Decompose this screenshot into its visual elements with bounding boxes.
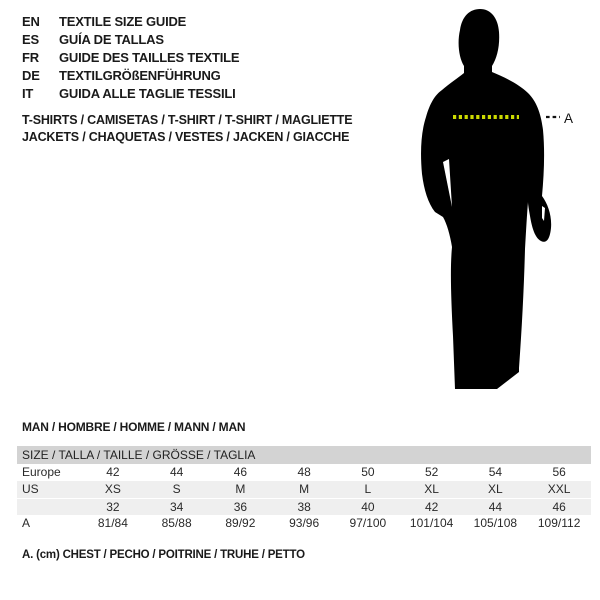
lang-row-fr — [22, 49, 239, 67]
lang-label: GUIDA ALLE TAGLIE TESSILI — [59, 86, 236, 101]
size-cell: 40 — [361, 500, 375, 514]
size-table — [17, 446, 591, 532]
size-cell: 56 — [552, 465, 566, 479]
row-label: US — [22, 482, 39, 496]
size-cell: 42 — [106, 465, 120, 479]
size-cell: 89/92 — [225, 516, 256, 530]
lang-label: GUIDE DES TAILLES TEXTILE — [59, 50, 240, 65]
row-label — [17, 499, 81, 516]
measure-label-a: A — [564, 111, 574, 126]
size-cell: 42 — [424, 500, 439, 514]
product-line-jackets: JACKETS / CHAQUETAS / VESTES / JACKEN / GIACCHE — [22, 129, 350, 144]
table-row-europe — [17, 464, 591, 481]
size-cell: 34 — [169, 500, 184, 514]
size-cell: 46 — [233, 465, 248, 479]
product-types — [22, 112, 352, 145]
size-cell: 97/100 — [349, 516, 387, 530]
language-list — [22, 13, 239, 103]
lang-code: ES — [22, 32, 39, 47]
size-cell: M — [299, 482, 310, 496]
size-cell: XS — [104, 482, 121, 496]
size-cell: 93/96 — [289, 516, 320, 530]
size-cell: 44 — [169, 465, 184, 479]
size-cell: XL — [488, 482, 503, 496]
size-cell: 52 — [424, 465, 439, 479]
man-measurement-figure — [400, 5, 590, 400]
lang-row-it — [22, 85, 239, 103]
size-cell: XXL — [547, 482, 571, 496]
size-cell: 36 — [233, 500, 248, 514]
size-cell: 81/84 — [97, 516, 128, 530]
lang-label: TEXTILGRÖßENFÜHRUNG — [59, 68, 221, 83]
size-cell: M — [235, 482, 246, 496]
size-cell: 48 — [297, 465, 311, 479]
measurement-footnote: A. (cm) CHEST / PECHO / POITRINE / TRUHE / PETTO — [22, 549, 305, 561]
size-cell: 44 — [488, 500, 503, 514]
size-cell: 54 — [488, 465, 503, 479]
lang-code: FR — [22, 50, 39, 65]
size-cell: L — [364, 482, 372, 496]
row-label: Europe — [22, 465, 61, 479]
size-table-header: SIZE / TALLA / TAILLE / GRÖSSE / TAGLIA — [17, 446, 591, 464]
table-row-us-numeric — [17, 498, 591, 515]
section-heading-man: MAN / HOMBRE / HOMME / MANN / MAN — [22, 420, 246, 434]
size-cell: 85/88 — [161, 516, 192, 530]
size-cell: 105/108 — [473, 516, 518, 530]
lang-label: TEXTILE SIZE GUIDE — [59, 14, 187, 29]
size-cell: S — [172, 482, 181, 496]
lang-row-de — [22, 67, 239, 85]
size-cell: 50 — [361, 465, 375, 479]
size-cell: 32 — [106, 500, 120, 514]
lang-code: IT — [22, 86, 34, 101]
size-cell: XL — [424, 482, 439, 496]
size-cell: 101/104 — [409, 516, 454, 530]
row-label: A — [22, 516, 31, 530]
lang-row-es — [22, 31, 239, 49]
size-cell: 38 — [297, 500, 311, 514]
product-line-tshirts: T-SHIRTS / CAMISETAS / T-SHIRT / T-SHIRT / MAGLIETTE — [22, 113, 353, 127]
size-cell: 46 — [552, 500, 566, 514]
table-row-chest-a — [17, 515, 591, 532]
man-silhouette — [421, 9, 551, 389]
table-row-us — [17, 481, 591, 498]
lang-code: DE — [22, 68, 40, 83]
lang-code: EN — [22, 14, 40, 29]
lang-label: GUÍA DE TALLAS — [59, 32, 164, 47]
lang-row-en — [22, 13, 239, 31]
size-cell: 109/112 — [537, 516, 581, 530]
